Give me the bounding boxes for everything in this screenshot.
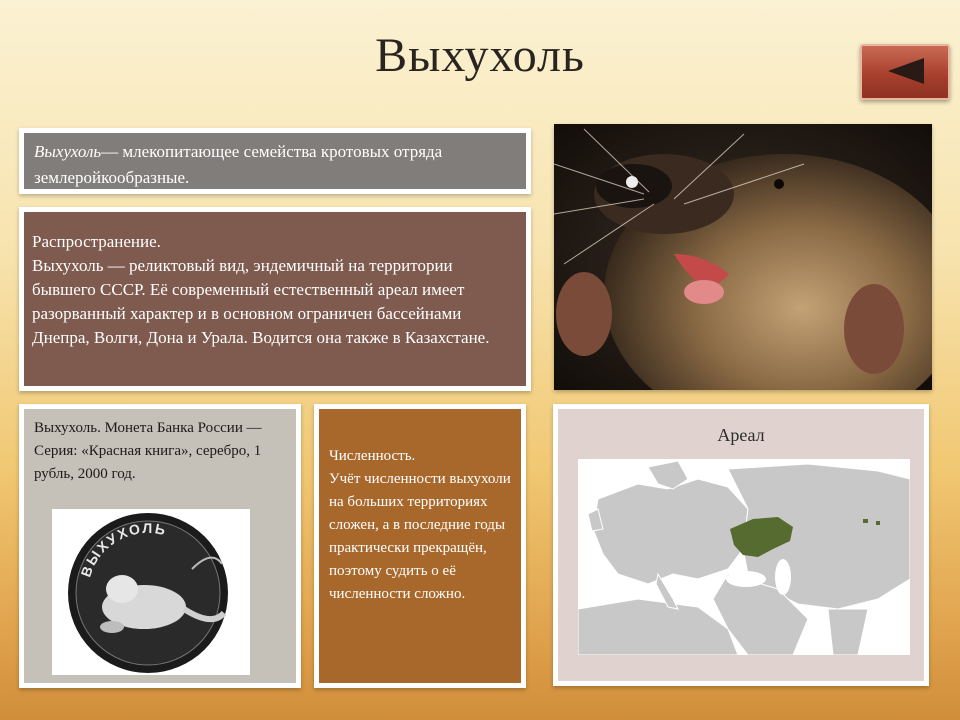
distribution-text: Выхухоль — реликтовый вид, эндемичный на территории бывшего СССР. Её современный естественный ареал имеет разорванный характер и в основном ограничен бассейнами Днепра, Волги, Дона и Урала. Водится она также в Казахстане. <box>32 256 490 347</box>
desman-photo <box>554 124 932 390</box>
coin-panel <box>19 404 301 688</box>
definition-text <box>34 139 516 191</box>
population-panel <box>314 404 526 688</box>
range-map-title: Ареал <box>717 425 765 445</box>
coin-inscription: ВЫХУХОЛЬ <box>77 519 169 580</box>
definition-term: Выхухоль <box>34 142 102 161</box>
range-map <box>578 459 910 655</box>
population-text: Учёт численности выхухоли на больших территориях сложен, а в последние годы практически прекращён, поэтому судить о её численности сложно. <box>329 471 511 602</box>
range-map-panel <box>553 404 929 686</box>
coin-caption: Выхухоль. Монета Банка России — Серия: «Красная книга», серебро, 1 рубль, 2000 год. <box>34 420 262 482</box>
distribution-heading: Распространение. <box>32 232 161 251</box>
triangle-left-icon <box>884 56 926 86</box>
distribution-panel <box>19 207 531 391</box>
population-heading: Численность. <box>329 448 416 464</box>
coin-image <box>52 509 250 675</box>
back-button[interactable] <box>860 44 950 100</box>
page-title: Выхухоль <box>375 29 585 82</box>
definition-body: — млекопитающее семейства кротовых отряда землеройкообразные. <box>34 142 443 187</box>
definition-panel <box>19 128 531 194</box>
